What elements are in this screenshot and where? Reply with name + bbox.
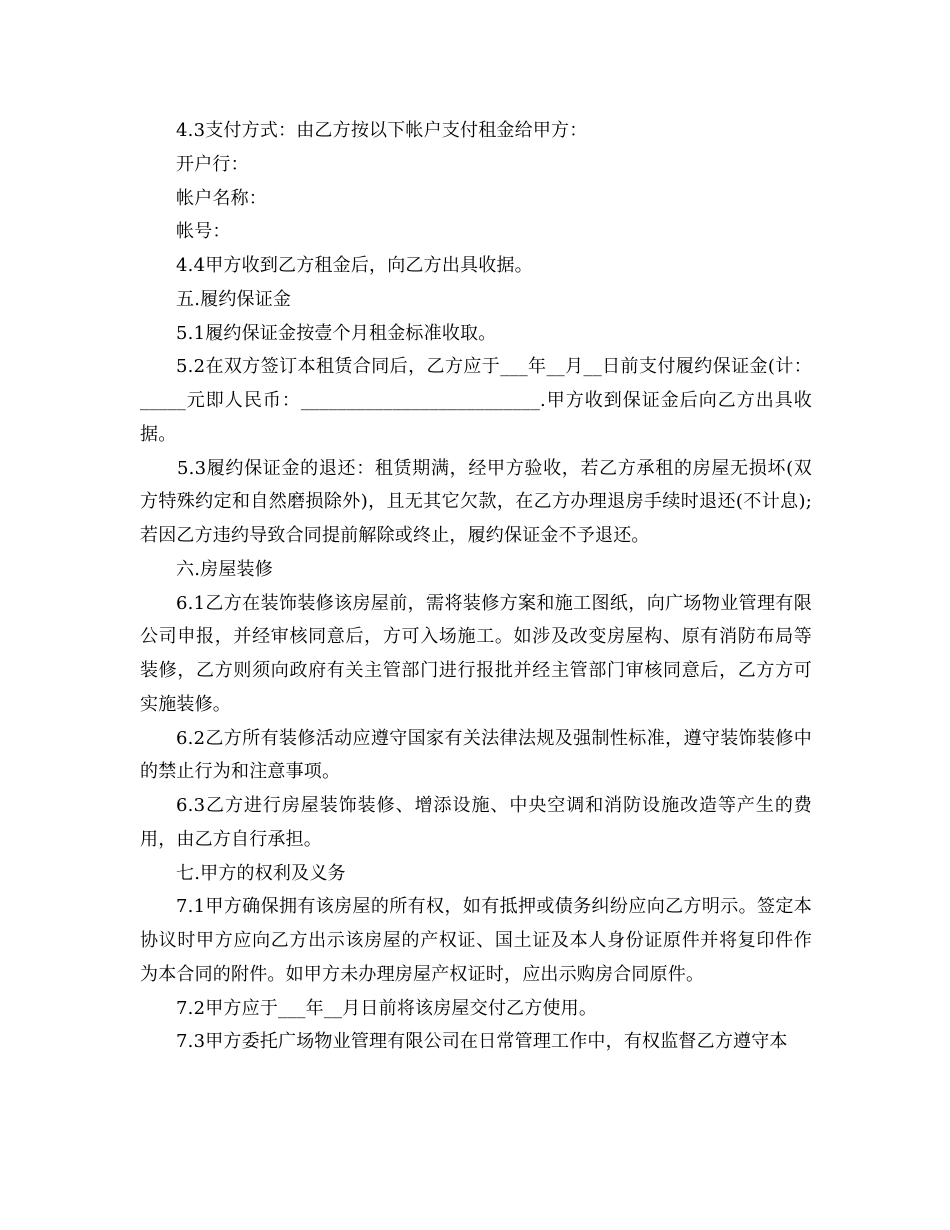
clause-5-2: 5.2在双方签订本租赁合同后，乙方应于___年__月__日前支付履约保证金(计：_____元即人民币：__________________________.甲方收到保证金后向乙方出具收据。 [140,356,812,445]
clause-5-1: 5.1履约保证金按壹个月租金标准收取。 [176,322,497,344]
section-heading-7: 七.甲方的权利及义务 [176,862,346,884]
account-name-field: 帐户名称： [176,187,267,209]
bank-field: 开户行： [176,153,249,175]
section-heading-6: 六.房屋装修 [176,558,273,580]
clause-7-2: 7.2甲方应于___年__月日前将该房屋交付乙方使用。 [176,997,598,1019]
document-body [140,114,812,1059]
clause-7-3: 7.3甲方委托广场物业管理有限公司在日常管理工作中，有权监督乙方遵守本 [176,1031,788,1053]
clause-6-1: 6.1乙方在装饰装修该房屋前，需将装修方案和施工图纸，向广场物业管理有限公司申报，并经审核同意后，方可入场施工。如涉及改变房屋构、原有消防布局等装修，乙方则须向政府有关主管部门进行报批并经主管部门审核同意后，乙方方可实施装修。 [140,592,812,715]
clause-5-3: 5.3履约保证金的退还：租赁期满，经甲方验收，若乙方承租的房屋无损坏(双方特殊约定和自然磨损除外)，且无其它欠款，在乙方办理退房手续时退还(不计息);若因乙方违约导致合同提前解除或终止，履约保证金不予退还。 [140,457,812,546]
clause-7-1: 7.1甲方确保拥有该房屋的所有权，如有抵押或债务纠纷应向乙方明示。签定本协议时甲方应向乙方出示该房屋的产权证、国土证及本人身份证原件并将复印件作为本合同的附件。如甲方未办理房屋产权证时，应出示购房合同原件。 [140,896,812,985]
clause-6-2: 6.2乙方所有装修活动应遵守国家有关法律法规及强制性标准，遵守装饰装修中的禁止行为和注意事项。 [140,727,812,783]
clause-4-3: 4.3支付方式：由乙方按以下帐户支付租金给甲方： [176,120,588,141]
clause-4-4: 4.4甲方收到乙方租金后，向乙方出具收据。 [176,255,533,276]
account-number-field: 帐号： [176,221,231,243]
section-heading-5: 五.履约保证金 [176,288,292,310]
clause-6-3: 6.3乙方进行房屋装饰装修、增添设施、中央空调和消防设施改造等产生的费用，由乙方自行承担。 [140,795,812,850]
